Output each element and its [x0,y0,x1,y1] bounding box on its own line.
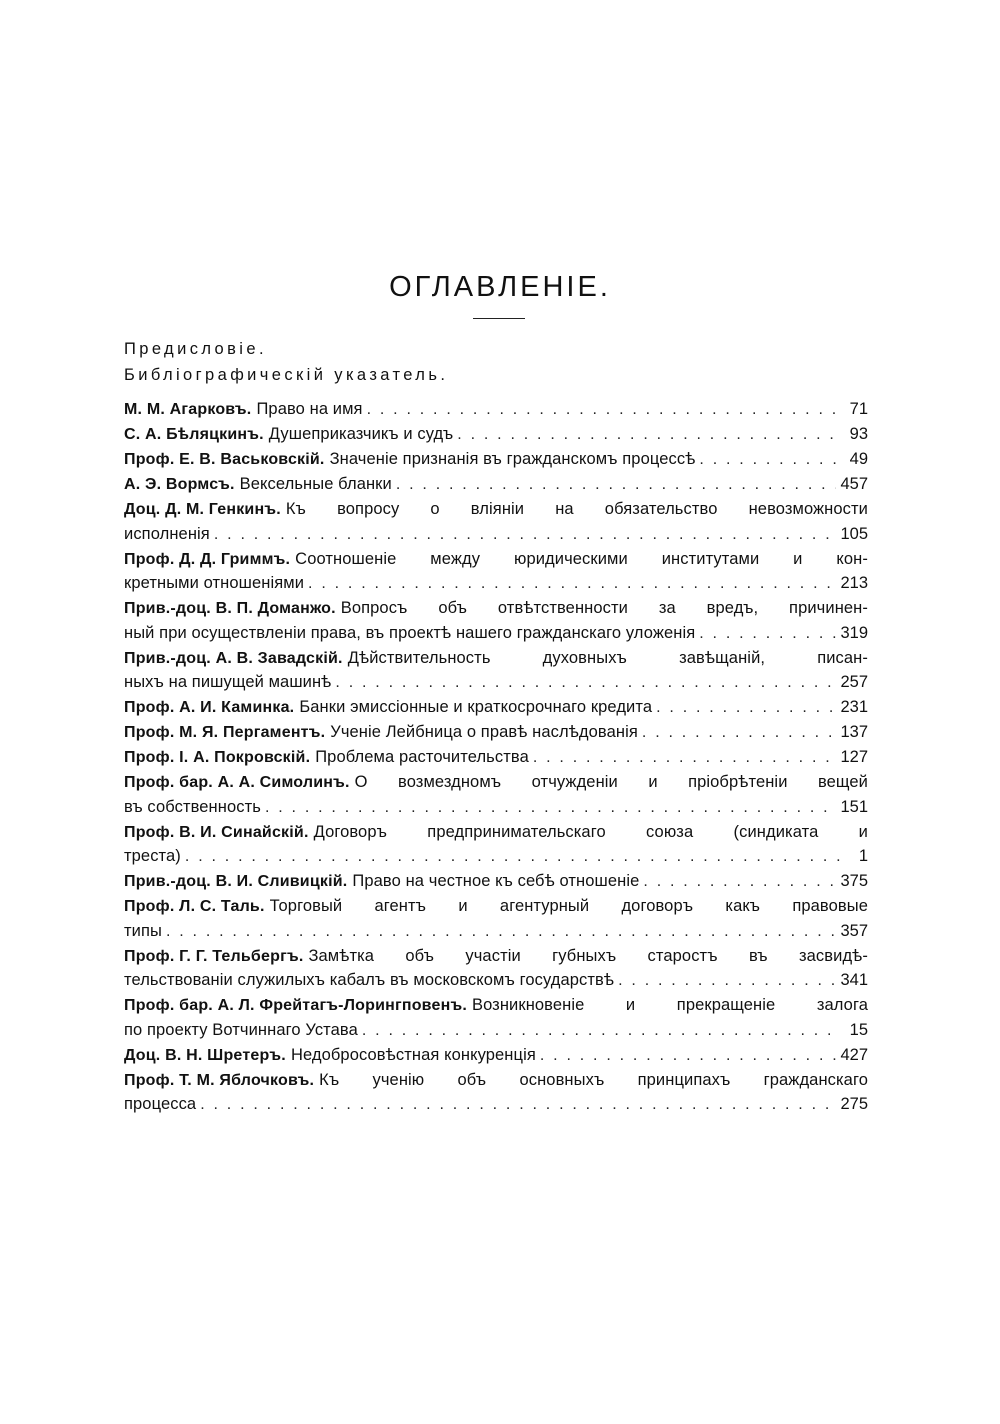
front-matter-preface: Предисловіе. [124,340,267,358]
toc-title: Недобросовѣстная конкуренція [290,1045,536,1064]
toc-line [124,844,868,869]
toc-title: Проблема расточительства [315,748,529,766]
dot-leader [265,796,837,820]
toc-line [124,770,868,795]
toc-entry [124,745,868,770]
toc-title: Ученіе Лейбница о правѣ наслѣдованія [330,723,638,741]
toc-title: Замѣтка объ участіи губныхъ старостъ въ засвидѣ- [308,946,868,965]
toc-page-number: 105 [840,524,868,543]
toc-title: типы [124,921,162,940]
dot-leader [396,473,837,497]
dot-leader [185,845,840,869]
toc-page-number: 319 [840,623,868,642]
toc-page-number: 213 [840,574,868,592]
toc-entry [124,1043,868,1068]
toc-line [124,820,868,845]
title-divider [473,318,525,319]
toc-author: Прив.-доц. В. И. Сливицкій. [124,873,348,890]
toc-entry [124,770,868,819]
toc-author: Проф. Л. С. Таль. [124,898,265,915]
toc-author: Прив.-доц. В. П. Доманжо. [124,600,336,617]
toc-page-number: 341 [840,971,868,989]
toc-author: Проф. бар. А. А. Симолинъ. [124,774,350,791]
toc-line [124,919,868,944]
toc-title: Право на имя [256,400,363,418]
toc-title: Значеніе признанія въ гражданскомъ процессѣ [329,450,696,468]
toc-entry [124,944,868,993]
toc-title: по проекту Вотчиннаго Устава [124,1020,358,1039]
toc-title: кретными отношеніями [124,574,305,592]
toc-line [124,547,868,572]
toc-title: Душеприказчикъ и судъ [268,425,454,443]
toc-page-number: 49 [849,450,868,468]
toc-entry [124,720,868,745]
toc-entry [124,547,868,596]
dot-leader [335,671,836,695]
dot-leader [540,1044,837,1068]
toc-line [124,397,868,422]
toc-author: Доц. Д. М. Генкинъ. [124,501,281,518]
front-matter-bibliography: Библіографическій указатель. [124,366,449,384]
toc-title: Вексельные бланки [239,475,392,493]
table-of-contents [124,397,868,1117]
toc-line [124,497,868,522]
toc-page-number: 137 [840,723,868,741]
toc-title: Торговый агентъ и агентурный договоръ какъ правовые [269,897,868,915]
toc-title: Банки эмиссіонные и краткосрочнаго кредита [299,698,653,716]
toc-page-number: 15 [849,1020,868,1039]
toc-line [124,1018,868,1043]
toc-line [124,1043,868,1068]
toc-line [124,621,868,646]
toc-title: ный при осуществленіи права, въ проектѣ нашего гражданскаго уложенія [124,623,696,642]
dot-leader [200,1093,836,1117]
toc-line [124,522,868,547]
toc-author: Проф. М. Я. Пергаментъ. [124,724,326,741]
dot-leader [656,696,836,720]
dot-leader [618,969,836,993]
toc-entry [124,869,868,894]
toc-title: Соотношеніе между юридическими институтами и кон- [295,549,868,568]
toc-page-number: 375 [840,872,868,890]
dot-leader [699,448,840,472]
dot-leader [214,523,837,547]
toc-entry [124,695,868,720]
toc-author: Проф. А. И. Каминка. [124,699,295,716]
toc-page-number: 231 [840,698,868,716]
toc-line [124,894,868,919]
toc-title: въ собственность [124,797,261,816]
toc-author: С. А. Бѣляцкинъ. [124,426,264,443]
toc-line [124,745,868,770]
toc-title: О возмездномъ отчужденіи и пріобрѣтеніи вещей [354,773,868,791]
toc-page-number: 93 [849,425,868,443]
toc-author: А. Э. Вормсъ. [124,476,235,493]
toc-entry [124,1068,868,1117]
dot-leader [533,746,837,770]
dot-leader [362,1019,840,1043]
toc-line [124,571,868,596]
toc-page-number: 457 [840,475,868,493]
toc-line [124,869,868,894]
dot-leader [699,622,836,646]
toc-title: Дѣйствительность духовныхъ завѣщаній, писан- [347,648,868,667]
toc-title: Къ ученію объ основныхъ принципахъ гражданскаго [319,1070,868,1089]
toc-entry [124,497,868,546]
toc-author: М. М. Агарковъ. [124,401,252,418]
toc-line [124,646,868,671]
toc-title: процесса [124,1095,197,1113]
toc-author: Прив.-доц. А. В. Завадскій. [124,649,343,667]
toc-page-number: 427 [840,1045,868,1064]
toc-line [124,472,868,497]
toc-title: Право на честное къ себѣ отношеніе [352,872,640,890]
toc-page-number: 275 [840,1095,868,1113]
dot-leader [457,423,840,447]
toc-line [124,695,868,720]
toc-entry [124,596,868,645]
toc-line [124,795,868,820]
toc-entry [124,397,868,422]
toc-line [124,968,868,993]
toc-entry [124,447,868,472]
toc-page-number: 1 [858,847,868,865]
toc-title: тельствованіи служилыхъ кабалъ въ московскомъ государствѣ [124,971,615,989]
toc-title: ныхъ на пишущей машинѣ [124,673,332,691]
toc-line [124,1092,868,1117]
toc-entry [124,993,868,1042]
toc-page-number: 151 [840,797,868,816]
dot-leader [367,398,840,422]
toc-line [124,993,868,1018]
toc-line [124,1068,868,1093]
toc-author: Проф. В. И. Синайскій. [124,823,309,841]
toc-title: Вопросъ объ отвѣтственности за вредъ, причинен- [340,599,868,617]
dot-leader [642,721,837,745]
toc-line [124,670,868,695]
toc-author: Проф. Е. В. Васьковскій. [124,451,325,468]
toc-author: Проф. бар. А. Л. Фрейтагъ-Лорингповенъ. [124,997,467,1014]
toc-author: Проф. Д. Д. Гриммъ. [124,550,291,568]
toc-line [124,720,868,745]
toc-line [124,596,868,621]
toc-page-number: 257 [840,673,868,691]
toc-entry [124,472,868,497]
toc-author: Проф. Г. Г. Тельбергъ. [124,947,304,965]
toc-title: Возникновеніе и прекращеніе залога [471,996,868,1014]
toc-entry [124,894,868,943]
toc-title: Къ вопросу о вліяніи на обязательство невозможности [285,500,868,518]
toc-entry [124,646,868,695]
dot-leader [166,920,837,944]
toc-author: Доц. В. Н. Шретеръ. [124,1046,286,1064]
toc-title: Договоръ предпринимательскаго союза (синдиката и [313,822,868,841]
toc-line [124,944,868,969]
dot-leader [643,870,836,894]
toc-page-number: 71 [849,400,868,418]
toc-author: Проф. І. А. Покровскій. [124,749,311,766]
toc-page-number: 127 [840,748,868,766]
toc-line [124,422,868,447]
toc-title: треста) [124,847,181,865]
toc-entry [124,820,868,869]
toc-line [124,447,868,472]
dot-leader [308,572,836,596]
page-title: ОГЛАВЛЕНІЕ. [389,271,611,304]
toc-author: Проф. Т. М. Яблочковъ. [124,1071,315,1089]
toc-entry [124,422,868,447]
toc-page-number: 357 [840,921,868,940]
toc-title: исполненія [124,524,210,543]
